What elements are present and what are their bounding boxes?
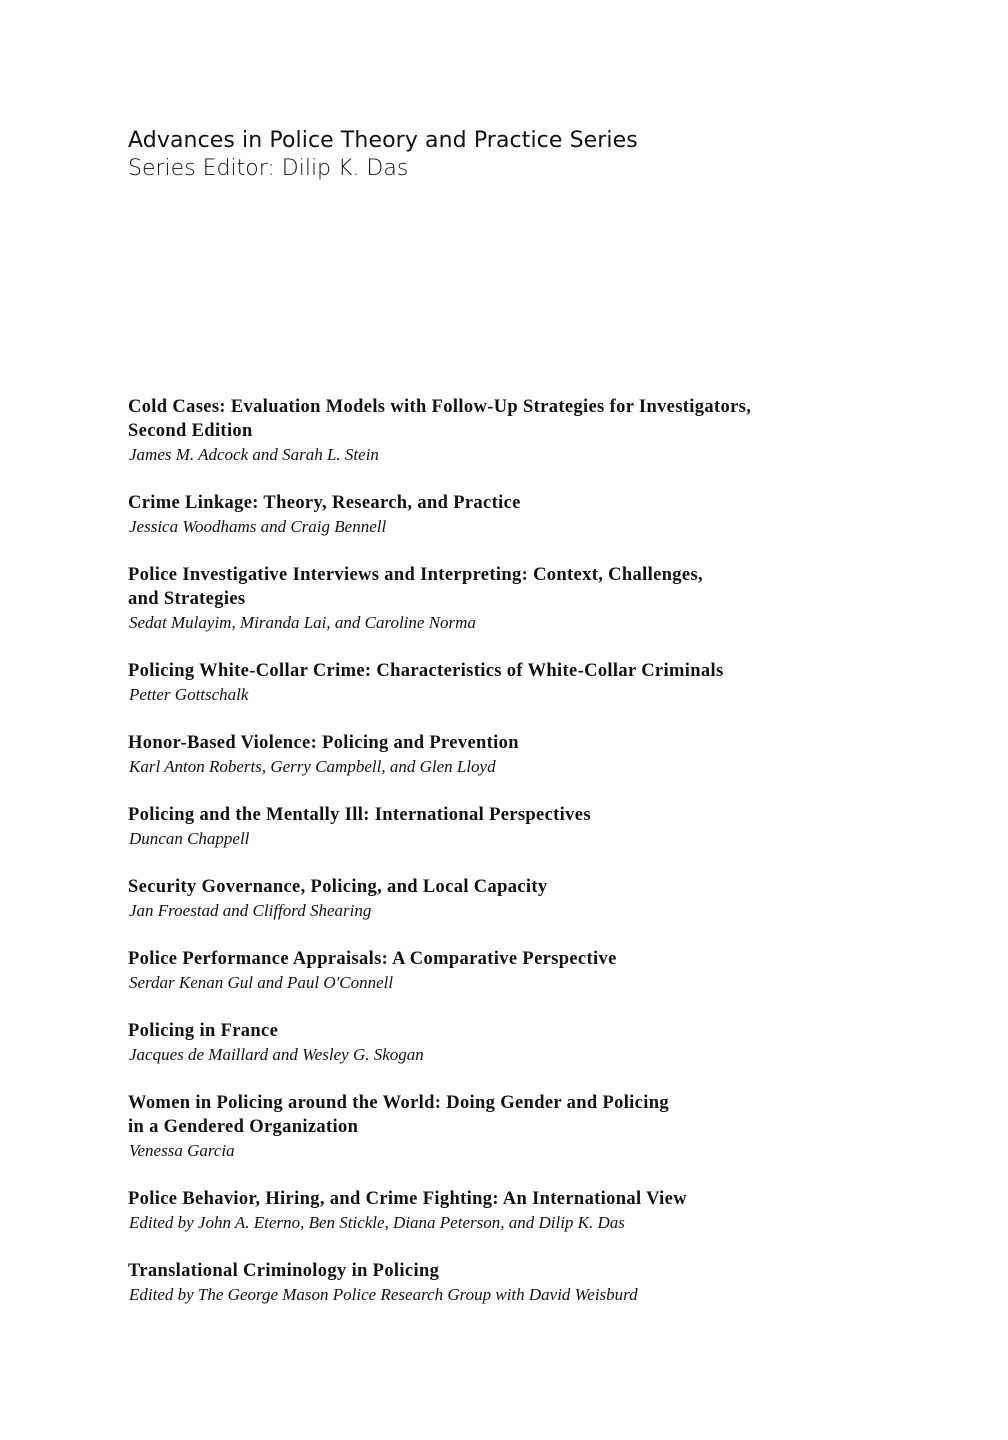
book-title: Crime Linkage: Theory, Research, and Practice <box>128 493 521 513</box>
book-entry <box>128 395 908 467</box>
book-authors: Petter Gottschalk <box>129 685 249 704</box>
book-title: Security Governance, Policing, and Local Capacity <box>128 877 548 897</box>
series-header <box>128 126 908 183</box>
book-authors: Venessa Garcia <box>129 1141 235 1160</box>
book-entry <box>128 1019 908 1067</box>
book-authors: Edited by The George Mason Police Research Group with David Weisburd <box>129 1285 638 1304</box>
book-list <box>128 395 908 1331</box>
book-entry <box>128 731 908 779</box>
book-entry <box>128 875 908 923</box>
book-authors: Karl Anton Roberts, Gerry Campbell, and Glen Lloyd <box>129 757 496 776</box>
book-title: Policing and the Mentally Ill: International Perspectives <box>128 805 591 825</box>
book-authors: Serdar Kenan Gul and Paul O'Connell <box>129 973 394 992</box>
book-entry <box>128 803 908 851</box>
book-entry <box>128 947 908 995</box>
book-authors: Jessica Woodhams and Craig Bennell <box>129 517 387 536</box>
book-entry <box>128 1187 908 1235</box>
book-authors: Sedat Mulayim, Miranda Lai, and Caroline Norma <box>129 613 476 632</box>
book-title: Policing in France <box>128 1021 279 1041</box>
book-title: Policing White-Collar Crime: Characteristics of White-Collar Criminals <box>128 661 724 681</box>
book-title: Police Investigative Interviews and Interpreting: Context, Challenges, and Strategies <box>128 565 703 609</box>
book-entry <box>128 659 908 707</box>
book-authors: Edited by John A. Eterno, Ben Stickle, Diana Peterson, and Dilip K. Das <box>129 1213 625 1232</box>
book-title: Cold Cases: Evaluation Models with Follow-Up Strategies for Investigators, Second Edition <box>128 397 752 441</box>
book-title: Honor-Based Violence: Policing and Prevention <box>128 733 519 753</box>
book-authors: Duncan Chappell <box>129 829 250 848</box>
book-authors: Jan Froestad and Clifford Shearing <box>129 901 372 920</box>
book-title: Translational Criminology in Policing <box>128 1261 440 1281</box>
book-title: Police Behavior, Hiring, and Crime Fighting: An International View <box>128 1189 687 1209</box>
series-title: Advances in Police Theory and Practice Series <box>128 128 638 153</box>
book-entry <box>128 1259 908 1307</box>
book-authors: Jacques de Maillard and Wesley G. Skogan <box>129 1045 424 1064</box>
book-entry <box>128 491 908 539</box>
book-title: Women in Policing around the World: Doing Gender and Policing in a Gendered Organization <box>128 1093 669 1137</box>
book-entry <box>128 563 908 635</box>
book-entry <box>128 1091 908 1163</box>
book-title: Police Performance Appraisals: A Comparative Perspective <box>128 949 617 969</box>
book-authors: James M. Adcock and Sarah L. Stein <box>129 445 379 464</box>
series-editor: Series Editor: Dilip K. Das <box>128 156 409 181</box>
